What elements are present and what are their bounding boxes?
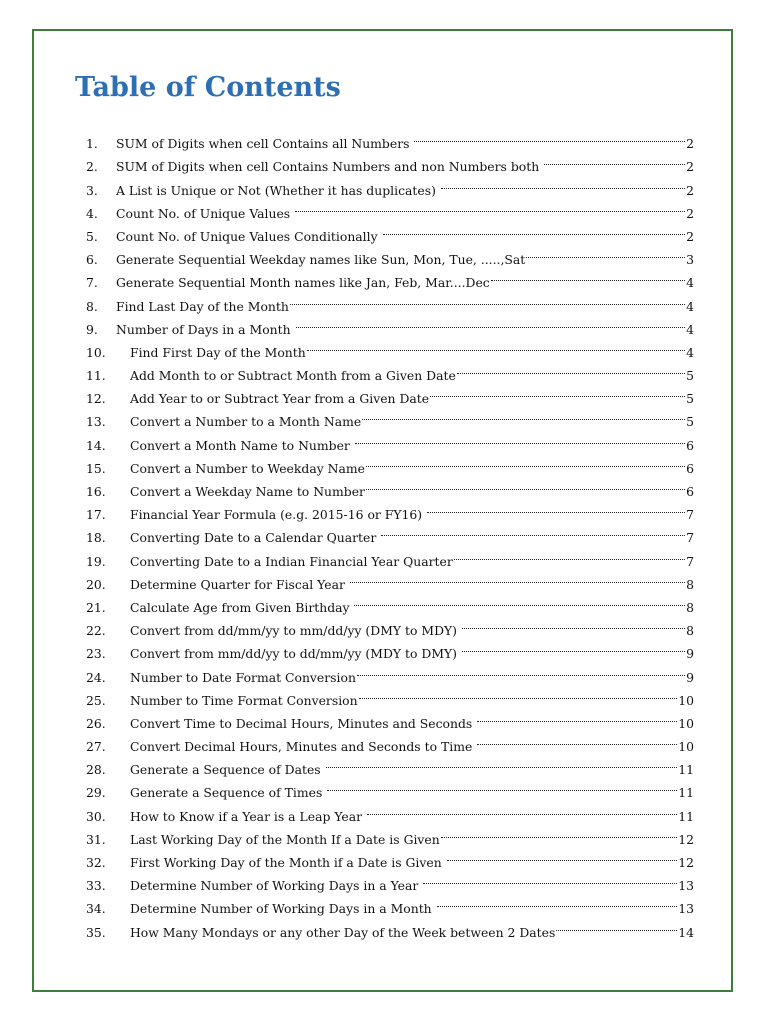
toc-entry-title[interactable]: Count No. of Unique Values — [116, 205, 295, 221]
toc-entry-page-number[interactable]: 6 — [686, 484, 694, 499]
toc-dot-leader — [381, 519, 685, 542]
toc-entry-page-number[interactable]: 7 — [686, 507, 694, 523]
toc-entry-number: 19. — [86, 553, 106, 569]
toc-entry-number: 27. — [86, 739, 106, 755]
toc-entry-number: 2. — [86, 159, 98, 175]
toc-dot-leader — [307, 334, 685, 357]
toc-dot-leader — [327, 774, 677, 797]
toc-dot-leader — [454, 542, 685, 565]
toc-dot-leader — [462, 612, 685, 635]
toc-entry-title[interactable]: Convert a Number to a Month Name — [130, 414, 362, 430]
toc-entry-title[interactable]: Calculate Age from Given Birthday — [130, 599, 354, 615]
toc-entry-page-number[interactable]: 2 — [686, 228, 694, 244]
toc-dot-leader — [290, 287, 685, 310]
toc-entry-number: 18. — [86, 530, 106, 546]
toc-entry-title[interactable]: Converting Date to a Calendar Quarter — [130, 530, 381, 546]
toc-entry-title[interactable]: SUM of Digits when cell Contains Numbers and non Numbers both — [116, 159, 544, 175]
toc-entry-page-number[interactable]: 6 — [686, 460, 694, 476]
toc-entry-title[interactable]: First Working Day of the Month if a Date is Given — [130, 855, 446, 870]
toc-dot-leader — [430, 380, 685, 403]
toc-entry-page-number[interactable]: 3 — [686, 252, 694, 268]
toc-entry-page-number[interactable]: 4 — [686, 298, 694, 314]
toc-entry-number: 17. — [86, 507, 106, 523]
toc-entry-title[interactable]: Number of Days in a Month — [116, 321, 295, 337]
toc-entry-number: 35. — [86, 924, 106, 940]
toc-entry-title[interactable]: Convert from mm/dd/yy to dd/mm/yy (MDY to DMY) — [130, 646, 461, 662]
toc-dot-leader — [383, 218, 686, 241]
toc-dot-leader — [462, 635, 685, 658]
toc-entry-page-number[interactable]: 7 — [686, 530, 694, 546]
toc-entry-number: 9. — [86, 321, 98, 337]
toc-entry-title[interactable]: Number to Date Format Conversion — [130, 669, 356, 685]
toc-dot-leader — [414, 125, 685, 148]
toc-entry[interactable] — [86, 125, 694, 152]
toc-entry-title[interactable]: Generate Sequential Weekday names like Sun, Mon, Tue, .....,Sat — [116, 252, 526, 268]
toc-entry-page-number[interactable]: 11 — [678, 785, 694, 801]
toc-entry-number: 8. — [86, 298, 98, 314]
toc-dot-leader — [477, 728, 677, 751]
toc-dot-leader — [350, 566, 685, 589]
toc-dot-leader — [477, 705, 677, 728]
toc-dot-leader — [326, 751, 678, 774]
toc-entry-title[interactable]: Determine Quarter for Fiscal Year — [130, 576, 349, 592]
toc-entry-page-number[interactable]: 4 — [686, 321, 694, 337]
toc-entry-title[interactable]: Generate a Sequence of Times — [130, 785, 327, 801]
toc-dot-leader — [544, 148, 685, 171]
toc-entry-number: 14. — [86, 437, 106, 453]
toc-entry-page-number[interactable]: 2 — [686, 136, 694, 152]
toc-entry-page-number[interactable]: 10 — [678, 692, 694, 708]
toc-entry-number: 5. — [86, 228, 98, 244]
toc-entry-page-number[interactable]: 2 — [686, 159, 694, 175]
toc-entry-number: 22. — [86, 623, 106, 639]
toc-entry-page-number[interactable]: 8 — [686, 623, 694, 639]
toc-entry-page-number[interactable]: 12 — [678, 855, 694, 870]
toc-entry-title[interactable]: Convert a Weekday Name to Number — [130, 484, 365, 499]
toc-entry-title[interactable]: Convert a Number to Weekday Name — [130, 460, 365, 476]
toc-entry-number: 31. — [86, 831, 106, 847]
toc-entry-number: 12. — [86, 391, 106, 407]
toc-entry-number: 4. — [86, 205, 98, 221]
toc-entry-page-number[interactable]: 8 — [686, 599, 694, 615]
toc-entry-title[interactable]: Convert Decimal Hours, Minutes and Seconds to Time — [130, 739, 477, 755]
toc-dot-leader — [354, 589, 685, 612]
toc-entry-title[interactable]: How to Know if a Year is a Leap Year — [130, 808, 367, 824]
toc-entry-title[interactable]: Generate Sequential Month names like Jan, Feb, Mar....Dec — [116, 275, 490, 291]
toc-dot-leader — [366, 450, 685, 473]
toc-entry-number: 21. — [86, 599, 106, 615]
toc-entry-title[interactable]: Last Working Day of the Month If a Date is Given — [130, 831, 440, 847]
toc-entry-title[interactable]: Convert from dd/mm/yy to mm/dd/yy (DMY to MDY) — [130, 623, 461, 639]
toc-entry-title[interactable]: How Many Mondays or any other Day of the Week between 2 Dates — [130, 924, 556, 940]
toc-entry-title[interactable]: Find Last Day of the Month — [116, 298, 289, 314]
toc-entry-page-number[interactable]: 8 — [686, 576, 694, 592]
toc-entry-page-number[interactable]: 9 — [686, 669, 694, 685]
toc-dot-leader — [359, 682, 678, 705]
toc-entry-number: 7. — [86, 275, 98, 291]
toc-entry-page-number[interactable]: 5 — [686, 414, 694, 430]
toc-entry-page-number[interactable]: 11 — [678, 808, 694, 824]
toc-entry-number: 26. — [86, 715, 106, 731]
toc-entry-number: 6. — [86, 252, 98, 268]
toc-entry-page-number[interactable]: 12 — [678, 831, 694, 847]
toc-dot-leader — [526, 241, 685, 264]
toc-entry-page-number[interactable]: 5 — [686, 391, 694, 407]
toc-entry-page-number[interactable]: 4 — [686, 275, 694, 291]
toc-dot-leader — [437, 890, 678, 913]
toc-entry-number: 29. — [86, 785, 106, 801]
toc-entry-title[interactable]: SUM of Digits when cell Contains all Numbers — [116, 136, 414, 152]
toc-entry-number: 23. — [86, 646, 106, 662]
toc-entry-number: 33. — [86, 878, 106, 894]
toc-dot-leader — [447, 844, 678, 867]
toc-dot-leader — [491, 264, 685, 287]
toc-dot-leader — [367, 797, 677, 820]
toc-entry-title[interactable]: Convert a Month Name to Number — [130, 437, 354, 453]
toc-entry-number: 34. — [86, 901, 106, 917]
toc-entry-page-number[interactable]: 4 — [686, 344, 694, 360]
table-of-contents — [86, 125, 694, 940]
toc-dot-leader — [295, 195, 685, 218]
toc-entry-title[interactable]: Number to Time Format Conversion — [130, 692, 358, 708]
toc-entry-title[interactable]: Add Year to or Subtract Year from a Given Date — [130, 391, 430, 407]
toc-entry-number: 20. — [86, 576, 106, 592]
toc-dot-leader — [355, 426, 685, 449]
toc-entry-page-number[interactable]: 9 — [686, 646, 694, 662]
toc-entry-number: 11. — [86, 368, 106, 384]
toc-dot-leader — [366, 473, 685, 496]
toc-entry-page-number[interactable]: 10 — [678, 739, 694, 755]
toc-entry-title[interactable]: Count No. of Unique Values Conditionally — [116, 228, 382, 244]
toc-entry-number: 10. — [86, 344, 106, 360]
toc-dot-leader — [556, 913, 677, 936]
toc-entry-number: 24. — [86, 669, 106, 685]
toc-dot-leader — [362, 403, 685, 426]
toc-dot-leader — [296, 311, 686, 334]
toc-entry-title[interactable]: Financial Year Formula (e.g. 2015-16 or FY16) — [130, 507, 427, 523]
toc-entry-page-number[interactable]: 2 — [686, 182, 694, 198]
toc-entry-title[interactable]: A List is Unique or Not (Whether it has duplicates) — [116, 182, 440, 198]
toc-entry-number: 13. — [86, 414, 106, 430]
toc-entry-title[interactable]: Determine Number of Working Days in a Month — [130, 901, 436, 917]
toc-entry-number: 28. — [86, 762, 106, 778]
toc-entry-page-number[interactable]: 2 — [686, 205, 694, 221]
toc-entry-title[interactable]: Generate a Sequence of Dates — [130, 762, 325, 778]
toc-entry-number: 25. — [86, 692, 106, 708]
toc-entry-number: 16. — [86, 484, 106, 499]
toc-entry-title[interactable]: Converting Date to a Indian Financial Year Quarter — [130, 553, 453, 569]
toc-entry-title[interactable]: Convert Time to Decimal Hours, Minutes and Seconds — [130, 715, 477, 731]
toc-dot-leader — [441, 821, 677, 844]
toc-entry-number: 3. — [86, 182, 98, 198]
toc-entry-number: 32. — [86, 855, 106, 870]
toc-entry-number: 1. — [86, 136, 98, 152]
toc-entry-number: 30. — [86, 808, 106, 824]
toc-entry-title[interactable]: Find First Day of the Month — [130, 344, 306, 360]
toc-entry-title[interactable]: Add Month to or Subtract Month from a Given Date — [130, 368, 456, 384]
toc-dot-leader — [427, 496, 685, 519]
toc-entry-page-number[interactable]: 11 — [678, 762, 694, 778]
toc-entry-page-number[interactable]: 10 — [678, 715, 694, 731]
toc-entry-page-number[interactable]: 5 — [686, 368, 694, 384]
toc-entry-page-number[interactable]: 13 — [678, 878, 694, 894]
toc-entry-page-number[interactable]: 6 — [686, 437, 694, 453]
toc-dot-leader — [423, 867, 677, 890]
page-title: Table of Contents — [75, 72, 341, 103]
toc-dot-leader — [457, 357, 685, 380]
toc-dot-leader — [357, 658, 685, 681]
toc-dot-leader — [441, 171, 685, 194]
toc-entry-page-number[interactable]: 13 — [678, 901, 694, 917]
toc-entry-number: 15. — [86, 460, 106, 476]
toc-entry-page-number[interactable]: 14 — [678, 924, 694, 940]
toc-entry-title[interactable]: Determine Number of Working Days in a Year — [130, 878, 423, 894]
toc-entry-page-number[interactable]: 7 — [686, 553, 694, 569]
